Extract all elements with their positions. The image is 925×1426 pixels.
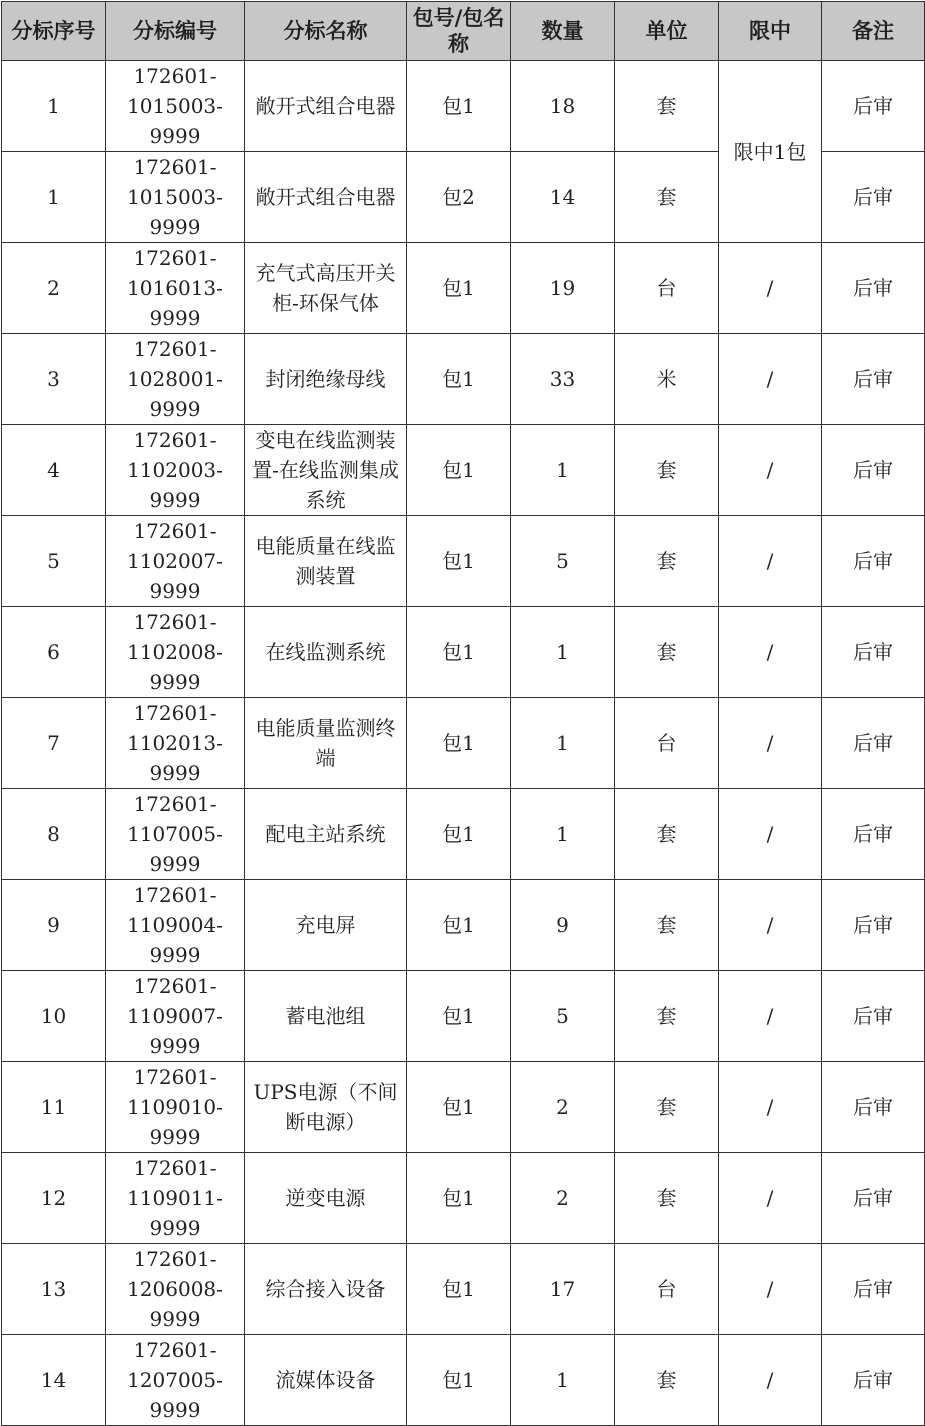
cell-award-limit: / [719,1153,822,1244]
cell-name: UPS电源（不间断电源） [245,1062,407,1153]
cell-quantity: 17 [511,1244,615,1335]
cell-code: 172601-1107005-9999 [106,789,245,880]
cell-quantity: 1 [511,789,615,880]
cell-unit: 套 [615,152,719,243]
cell-package: 包1 [407,789,511,880]
cell-seq: 10 [2,971,106,1062]
cell-package: 包1 [407,1062,511,1153]
table-row [2,1062,925,1153]
cell-award-limit-merged: 限中1包 [719,61,822,243]
cell-seq: 4 [2,425,106,516]
table-row [2,789,925,880]
cell-award-limit: / [719,607,822,698]
cell-code: 172601-1102008-9999 [106,607,245,698]
cell-package: 包1 [407,334,511,425]
cell-code: 172601-1207005-9999 [106,1335,245,1426]
cell-seq: 14 [2,1335,106,1426]
cell-package: 包1 [407,698,511,789]
cell-name: 变电在线监测装置-在线监测集成系统 [245,425,407,516]
cell-package: 包1 [407,61,511,152]
cell-package: 包1 [407,880,511,971]
cell-seq: 2 [2,243,106,334]
header-section-code: 分标编号 [106,2,245,61]
cell-remark: 后审 [822,516,925,607]
table-row [2,971,925,1062]
cell-code: 172601-1102013-9999 [106,698,245,789]
bid-section-table [1,1,925,1426]
cell-code: 172601-1102003-9999 [106,425,245,516]
cell-unit: 套 [615,971,719,1062]
cell-quantity: 5 [511,516,615,607]
cell-unit: 套 [615,61,719,152]
cell-seq: 11 [2,1062,106,1153]
cell-code: 172601-1015003-9999 [106,61,245,152]
header-section-seq: 分标序号 [2,2,106,61]
cell-quantity: 33 [511,334,615,425]
cell-award-limit: / [719,516,822,607]
cell-quantity: 1 [511,607,615,698]
cell-award-limit: / [719,971,822,1062]
cell-remark: 后审 [822,698,925,789]
cell-remark: 后审 [822,789,925,880]
cell-seq: 8 [2,789,106,880]
cell-package: 包1 [407,1153,511,1244]
cell-package: 包1 [407,607,511,698]
cell-unit: 套 [615,425,719,516]
cell-code: 172601-1028001-9999 [106,334,245,425]
table-header-row [2,2,925,61]
cell-name: 敞开式组合电器 [245,152,407,243]
cell-remark: 后审 [822,1153,925,1244]
cell-remark: 后审 [822,971,925,1062]
cell-name: 电能质量监测终端 [245,698,407,789]
cell-name: 电能质量在线监测装置 [245,516,407,607]
cell-award-limit: / [719,334,822,425]
cell-unit: 套 [615,1153,719,1244]
cell-remark: 后审 [822,1062,925,1153]
cell-code: 172601-1206008-9999 [106,1244,245,1335]
header-quantity: 数量 [511,2,615,61]
cell-package: 包1 [407,425,511,516]
cell-remark: 后审 [822,425,925,516]
cell-unit: 套 [615,789,719,880]
cell-unit: 套 [615,1335,719,1426]
cell-quantity: 5 [511,971,615,1062]
table-row [2,1335,925,1426]
cell-seq: 7 [2,698,106,789]
cell-unit: 台 [615,243,719,334]
cell-name: 逆变电源 [245,1153,407,1244]
cell-name: 蓄电池组 [245,971,407,1062]
cell-code: 172601-1109007-9999 [106,971,245,1062]
table-row [2,1153,925,1244]
cell-remark: 后审 [822,1335,925,1426]
header-unit: 单位 [615,2,719,61]
cell-remark: 后审 [822,607,925,698]
cell-award-limit: / [719,1335,822,1426]
cell-code: 172601-1015003-9999 [106,152,245,243]
cell-award-limit: / [719,698,822,789]
header-section-name: 分标名称 [245,2,407,61]
cell-seq: 13 [2,1244,106,1335]
cell-remark: 后审 [822,61,925,152]
cell-code: 172601-1109011-9999 [106,1153,245,1244]
cell-code: 172601-1109004-9999 [106,880,245,971]
cell-quantity: 1 [511,698,615,789]
cell-award-limit: / [719,1062,822,1153]
cell-award-limit: / [719,1244,822,1335]
cell-name: 综合接入设备 [245,1244,407,1335]
cell-quantity: 1 [511,425,615,516]
cell-seq: 12 [2,1153,106,1244]
cell-quantity: 1 [511,1335,615,1426]
cell-package: 包1 [407,1244,511,1335]
cell-package: 包1 [407,971,511,1062]
cell-award-limit: / [719,789,822,880]
cell-unit: 套 [615,607,719,698]
cell-award-limit: / [719,243,822,334]
cell-seq: 1 [2,152,106,243]
cell-name: 充气式高压开关柜-环保气体 [245,243,407,334]
table-row [2,334,925,425]
cell-name: 敞开式组合电器 [245,61,407,152]
cell-seq: 5 [2,516,106,607]
cell-quantity: 14 [511,152,615,243]
cell-package: 包1 [407,243,511,334]
cell-remark: 后审 [822,880,925,971]
cell-quantity: 2 [511,1062,615,1153]
cell-unit: 套 [615,880,719,971]
cell-quantity: 19 [511,243,615,334]
cell-seq: 3 [2,334,106,425]
cell-unit: 套 [615,516,719,607]
cell-name: 在线监测系统 [245,607,407,698]
cell-remark: 后审 [822,152,925,243]
header-award-limit: 限中 [719,2,822,61]
cell-unit: 套 [615,1062,719,1153]
table-row [2,516,925,607]
cell-unit: 台 [615,1244,719,1335]
cell-seq: 1 [2,61,106,152]
header-package: 包号/包名称 [407,2,511,61]
table-row [2,425,925,516]
cell-remark: 后审 [822,243,925,334]
cell-remark: 后审 [822,1244,925,1335]
cell-package: 包1 [407,1335,511,1426]
cell-name: 封闭绝缘母线 [245,334,407,425]
cell-award-limit: / [719,880,822,971]
table-row [2,61,925,152]
table-row [2,698,925,789]
cell-seq: 6 [2,607,106,698]
table-row [2,1244,925,1335]
cell-award-limit: / [719,425,822,516]
cell-quantity: 2 [511,1153,615,1244]
cell-name: 流媒体设备 [245,1335,407,1426]
cell-package: 包1 [407,516,511,607]
cell-code: 172601-1109010-9999 [106,1062,245,1153]
cell-unit: 米 [615,334,719,425]
cell-quantity: 9 [511,880,615,971]
cell-quantity: 18 [511,61,615,152]
cell-package: 包2 [407,152,511,243]
cell-code: 172601-1102007-9999 [106,516,245,607]
cell-seq: 9 [2,880,106,971]
cell-unit: 台 [615,698,719,789]
cell-code: 172601-1016013-9999 [106,243,245,334]
header-remark: 备注 [822,2,925,61]
cell-name: 配电主站系统 [245,789,407,880]
table-row [2,607,925,698]
cell-name: 充电屏 [245,880,407,971]
table-row [2,243,925,334]
table-row [2,880,925,971]
cell-remark: 后审 [822,334,925,425]
